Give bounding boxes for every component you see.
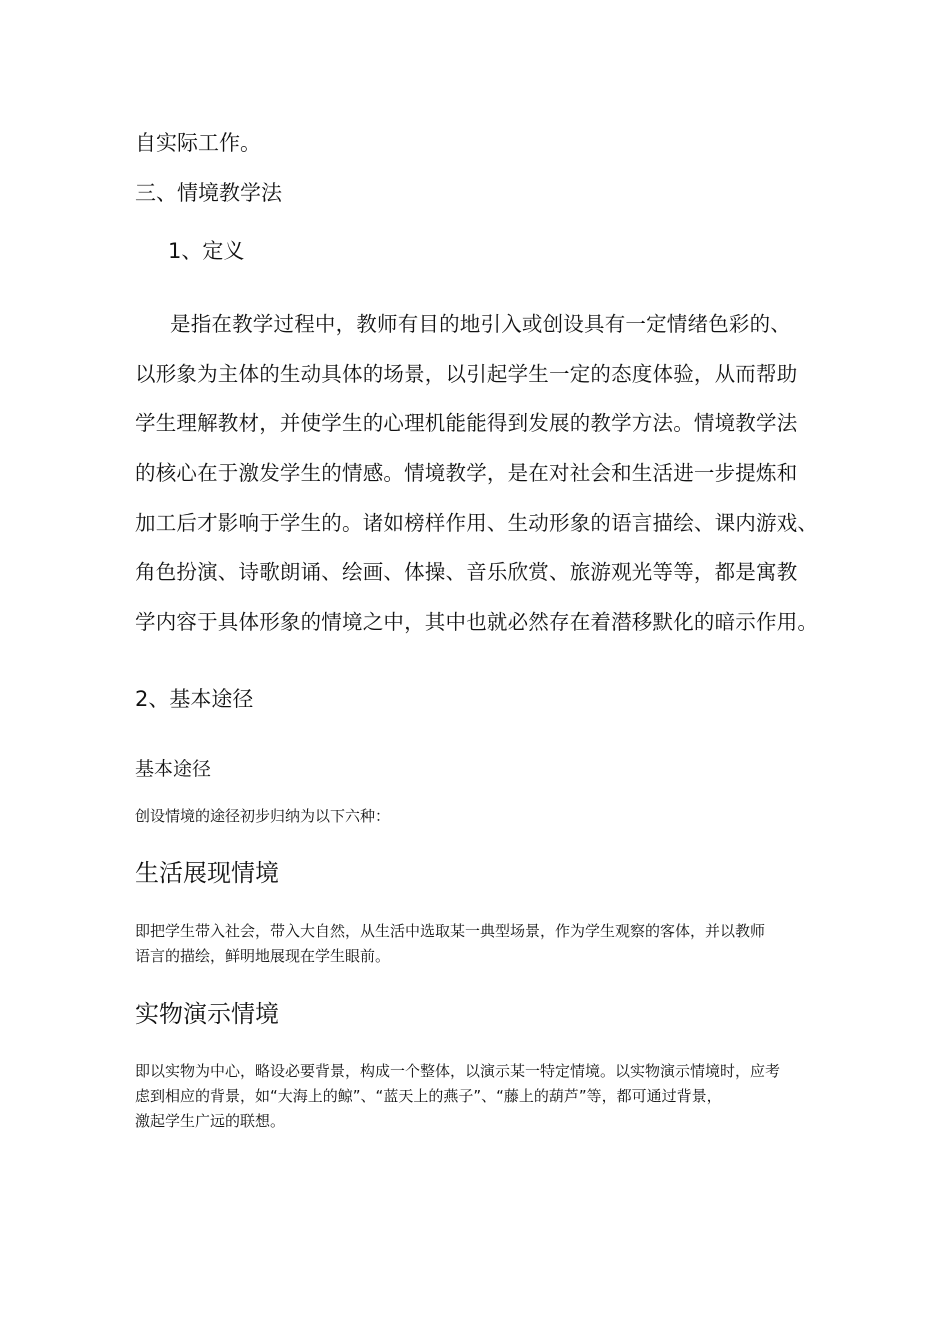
definition-heading: 1、定义: [168, 239, 245, 263]
definition-line: 是指在教学过程中，教师有目的地引入或创设具有一定情绪色彩的、: [170, 312, 791, 336]
continuation-text: 自实际工作。: [135, 131, 261, 155]
definition-line: 以形象为主体的生动具体的场景，以引起学生一定的态度体验，从而帮助: [135, 362, 798, 386]
definition-line: 角色扮演、诗歌朗诵、绘画、体操、音乐欣赏、旅游观光等等，都是寓教: [135, 560, 798, 584]
object-line: 即以实物为中心，略设必要背景，构成一个整体，以演示某一特定情境。以实物演示情境时，应考: [135, 1062, 781, 1080]
object-line: 激起学生广远的联想。: [135, 1112, 286, 1130]
object-heading: 实物演示情境: [135, 1000, 279, 1028]
life-line: 即把学生带入社会，带入大自然，从生活中选取某一典型场景，作为学生观察的客体，并以教师: [135, 922, 766, 940]
definition-line: 学生理解教材，并使学生的心理机能能得到发展的教学方法。情境教学法: [135, 411, 798, 435]
section-heading: 三、情境教学法: [135, 181, 282, 205]
paths-subheading: 基本途径: [135, 758, 212, 780]
definition-line: 加工后才影响于学生的。诸如榜样作用、生动形象的语言描绘、课内游戏、: [135, 511, 819, 535]
definition-line: 学内容于具体形象的情境之中，其中也就必然存在着潜移默化的暗示作用。: [135, 610, 819, 634]
life-heading: 生活展现情境: [135, 859, 279, 887]
life-line: 语言的描绘，鲜明地展现在学生眼前。: [135, 947, 391, 965]
paths-intro: 创设情境的途径初步归纳为以下六种：: [135, 807, 391, 825]
definition-line: 的核心在于激发学生的情感。情境教学，是在对社会和生活进一步提炼和: [135, 461, 798, 485]
object-line: 虑到相应的背景，如“大海上的鲸”、“蓝天上的燕子”、“藤上的葫芦”等，都可通过背景，: [135, 1087, 722, 1105]
paths-heading: 2、基本途径: [135, 687, 254, 711]
